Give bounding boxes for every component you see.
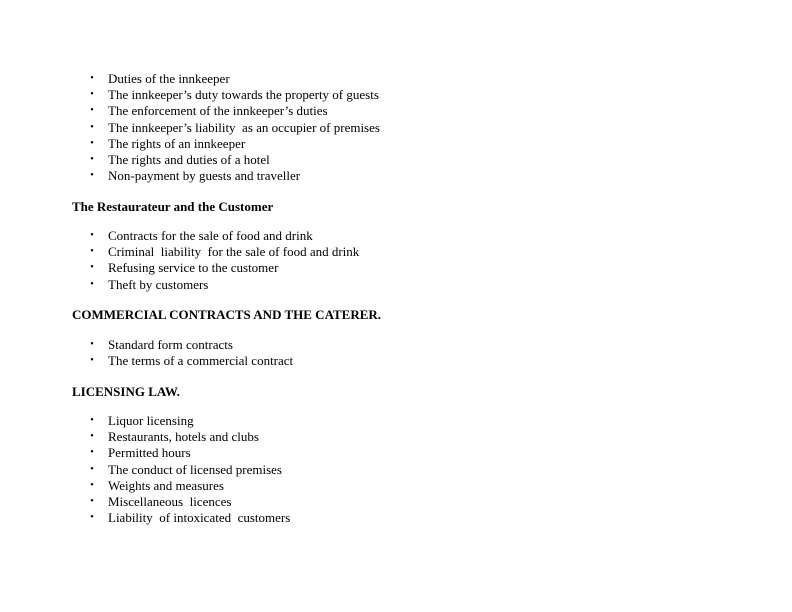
bullet-icon: • [90,230,94,241]
list-item-text: Standard form contracts [108,337,233,352]
list-item-text: Contracts for the sale of food and drink [108,228,313,243]
list-item-text: The terms of a commercial contract [108,353,294,369]
list-item-text: Miscellaneous licences [108,494,232,510]
innkeeper-list [88,71,380,184]
bullet-icon: • [90,496,94,508]
bullet-icon: • [90,431,94,443]
list-item [88,413,290,429]
list-item [88,71,380,87]
bullet-icon: • [90,105,94,117]
bullet-icon: • [90,89,94,101]
list-item [88,478,290,494]
bullet-icon: • [90,246,94,258]
list-item-text: Weights and measures [108,477,224,493]
list-item-text: Permitted hours [108,445,191,461]
list-item-text: Liability of intoxicated customers [108,510,291,526]
list-item [88,120,380,136]
bullet-icon: • [90,479,94,491]
list-item [88,103,380,119]
bullet-icon: • [90,262,94,274]
list-item-text: Non-payment by guests and traveller [108,168,301,184]
list-item-text: The rights of an innkeeper [108,135,246,151]
list-item-text: Restaurants, hotels and clubs [108,429,259,445]
licensing-law-list [88,413,290,526]
list-item [88,353,293,369]
list-item [88,337,293,353]
bullet-icon: • [90,121,94,133]
list-item [88,136,380,152]
list-item-text: Duties of the innkeeper [108,71,230,86]
list-item-text: The innkeeper’s liability as an occupier of premises [108,119,380,135]
list-item-text: The conduct of licensed premises [108,461,282,477]
list-item [88,429,290,445]
restaurateur-list [88,228,359,293]
section-heading-restaurateur: The Restaurateur and the Customer [72,199,274,214]
list-item [88,87,380,103]
list-item [88,260,359,276]
commercial-contracts-list [88,337,293,369]
list-item-text: Liquor licensing [108,413,194,428]
bullet-icon: • [90,137,94,149]
bullet-icon: • [90,170,94,182]
list-item [88,152,380,168]
list-item-text: The innkeeper’s duty towards the property of guests [108,87,379,103]
bullet-icon: • [90,154,94,166]
list-item [88,277,359,293]
bullet-icon: • [90,278,94,290]
list-item-text: Criminal liability for the sale of food and drink [108,244,360,260]
bullet-icon: • [90,73,94,84]
list-item [88,228,359,244]
bullet-icon: • [90,463,94,475]
list-item-text: The enforcement of the innkeeper’s duties [108,103,328,119]
bullet-icon: • [90,512,94,524]
list-item-text: The rights and duties of a hotel [108,152,270,168]
list-item [88,494,290,510]
list-item [88,244,359,260]
list-item [88,168,380,184]
list-item [88,510,290,526]
list-item [88,445,290,461]
bullet-icon: • [90,447,94,459]
list-item-text: Theft by customers [108,276,209,292]
list-item [88,462,290,478]
section-heading-commercial-contracts: COMMERCIAL CONTRACTS AND THE CATERER. [72,307,382,322]
bullet-icon: • [90,415,94,426]
list-item-text: Refusing service to the customer [108,260,279,276]
bullet-icon: • [90,355,94,367]
bullet-icon: • [90,339,94,350]
section-heading-licensing-law: LICENSING LAW. [72,384,180,399]
